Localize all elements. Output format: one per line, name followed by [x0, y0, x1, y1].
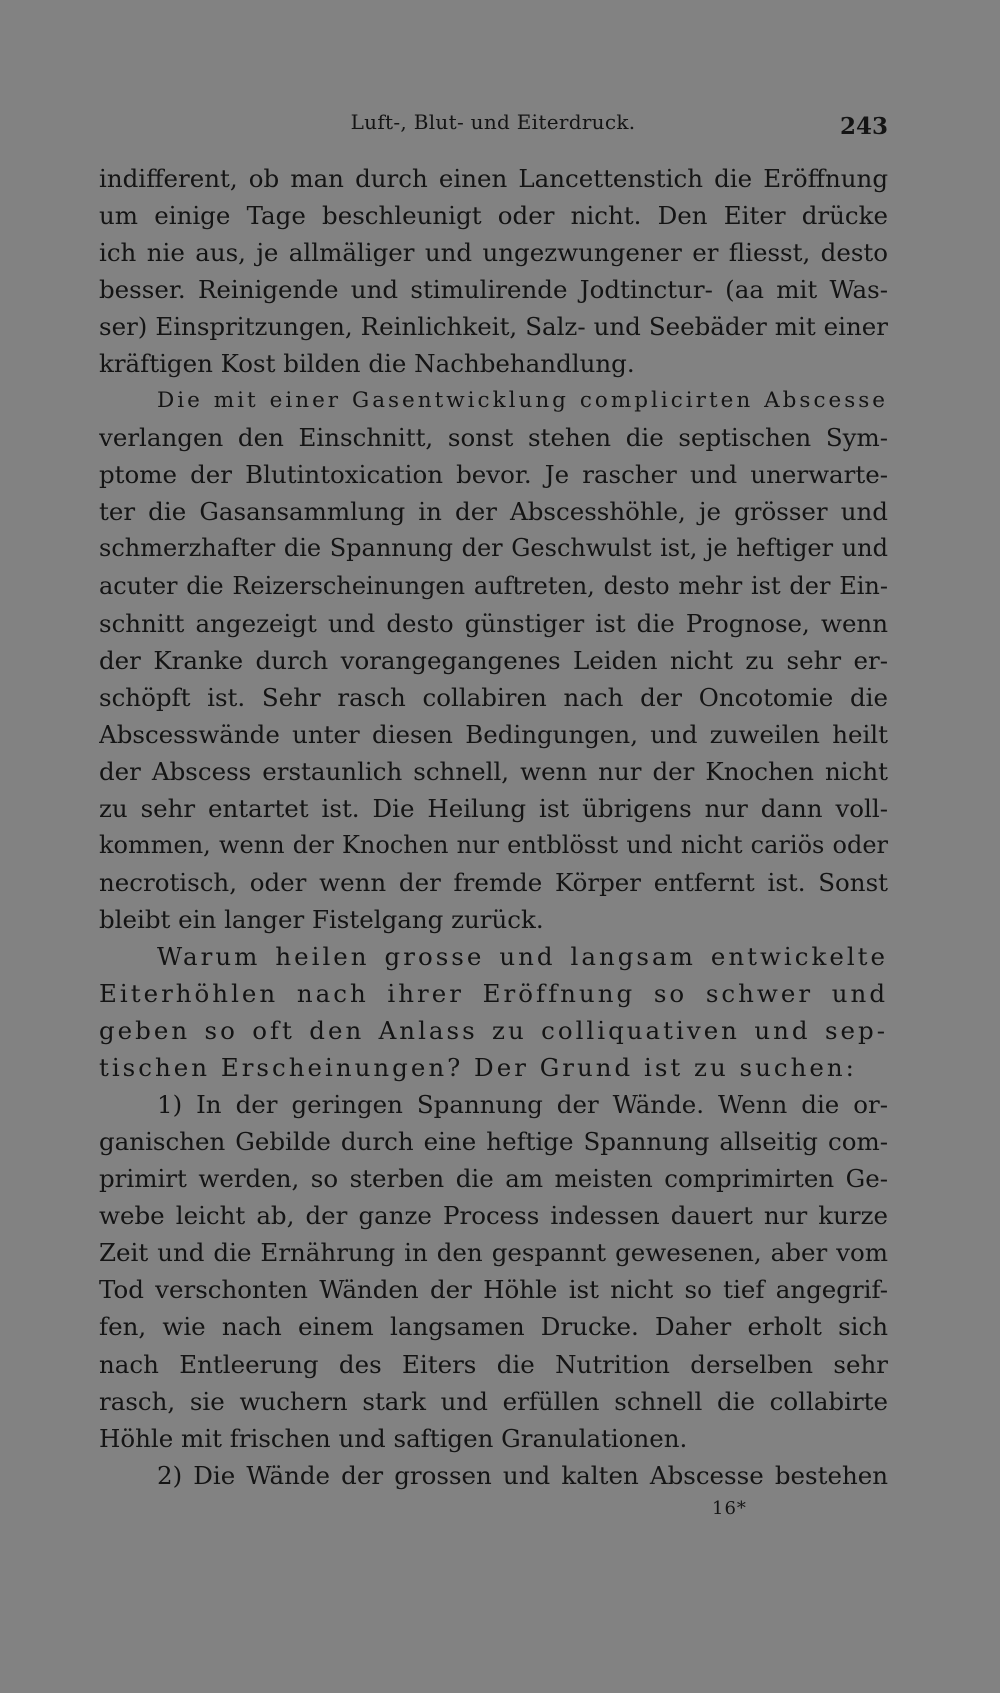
text-line: 1) In der geringen Spannung der Wände. Wenn die or- — [157, 1090, 888, 1120]
text-line: bleibt ein langer Fistelgang zurück. — [99, 904, 544, 934]
text-line: rasch, sie wuchern stark und erfüllen schnell die collabirte — [99, 1386, 888, 1416]
text-line: necrotisch, oder wenn der fremde Körper entfernt ist. Sonst — [99, 867, 888, 897]
body-text — [99, 160, 888, 1494]
text-line: ptome der Blutintoxication bevor. Je rascher und unerwarte- — [99, 460, 888, 490]
text-line: kräftigen Kost bilden die Nachbehandlung. — [99, 349, 635, 379]
text-line: ser) Einspritzungen, Reinlichkeit, Salz- und Seebäder mit einer — [99, 312, 888, 342]
running-title: Luft-, Blut- und Eiterdruck. — [350, 110, 636, 134]
text-line: 2) Die Wände der grossen und kalten Abscesse bestehen — [157, 1460, 888, 1490]
text-line: Warum heilen grosse und langsam entwickelte — [157, 941, 888, 971]
text-line: kommen, wenn der Knochen nur entblösst und nicht cariös oder — [99, 830, 888, 859]
text-line: um einige Tage beschleunigt oder nicht. Den Eiter drücke — [99, 201, 888, 231]
text-line: Abscesswände unter diesen Bedingungen, und zuweilen heilt — [99, 719, 888, 749]
text-line: der Kranke durch vorangegangenes Leiden nicht zu sehr er- — [99, 645, 888, 675]
text-line: acuter die Reizerscheinungen auftreten, desto mehr ist der Ein- — [99, 571, 888, 600]
running-head — [98, 110, 888, 142]
text-line: ter die Gasansammlung in der Abscesshöhle, je grösser und — [99, 497, 888, 527]
text-line: schmerzhafter die Spannung der Geschwulst ist, je heftiger und — [99, 534, 888, 563]
text-line: Tod verschonten Wänden der Höhle ist nicht so tief angegrif- — [99, 1275, 888, 1305]
printer-signature: 16* — [712, 1498, 747, 1519]
text-line: schöpft ist. Sehr rasch collabiren nach der Oncotomie die — [99, 682, 888, 712]
text-line: Höhle mit frischen und saftigen Granulationen. — [99, 1423, 688, 1453]
text-line: fen, wie nach einem langsamen Drucke. Daher erholt sich — [99, 1312, 888, 1342]
text-line: Die mit einer Gasentwicklung complicirten Abscesse — [157, 388, 888, 414]
text-line: schnitt angezeigt und desto günstiger ist die Prognose, wenn — [99, 608, 888, 638]
text-line: verlangen den Einschnitt, sonst stehen die septischen Sym- — [99, 423, 888, 453]
text-line: ganischen Gebilde durch eine heftige Spannung allseitig com- — [99, 1127, 888, 1157]
text-line: nach Entleerung des Eiters die Nutrition derselben sehr — [99, 1349, 888, 1379]
text-line: der Abscess erstaunlich schnell, wenn nur der Knochen nicht — [99, 756, 888, 786]
text-line: besser. Reinigende und stimulirende Jodtinctur- (aa mit Was- — [99, 275, 888, 305]
text-line: ich nie aus, je allmäliger und ungezwungener er fliesst, desto — [99, 238, 888, 268]
text-line: zu sehr entartet ist. Die Heilung ist übrigens nur dann voll- — [99, 793, 888, 823]
text-line: tischen Erscheinungen? Der Grund ist zu suchen: — [99, 1053, 857, 1083]
text-line: Eiterhöhlen nach ihrer Eröffnung so schwer und — [99, 979, 888, 1009]
text-line: geben so oft den Anlass zu colliquativen und sep- — [99, 1016, 888, 1046]
page-number: 243 — [839, 113, 888, 140]
text-line: indifferent, ob man durch einen Lancettenstich die Eröffnung — [99, 164, 888, 193]
text-line: webe leicht ab, der ganze Process indessen dauert nur kurze — [99, 1201, 888, 1231]
text-line: primirt werden, so sterben die am meisten comprimirten Ge- — [99, 1164, 888, 1194]
text-line: Zeit und die Ernährung in den gespannt gewesenen, aber vom — [99, 1238, 888, 1268]
